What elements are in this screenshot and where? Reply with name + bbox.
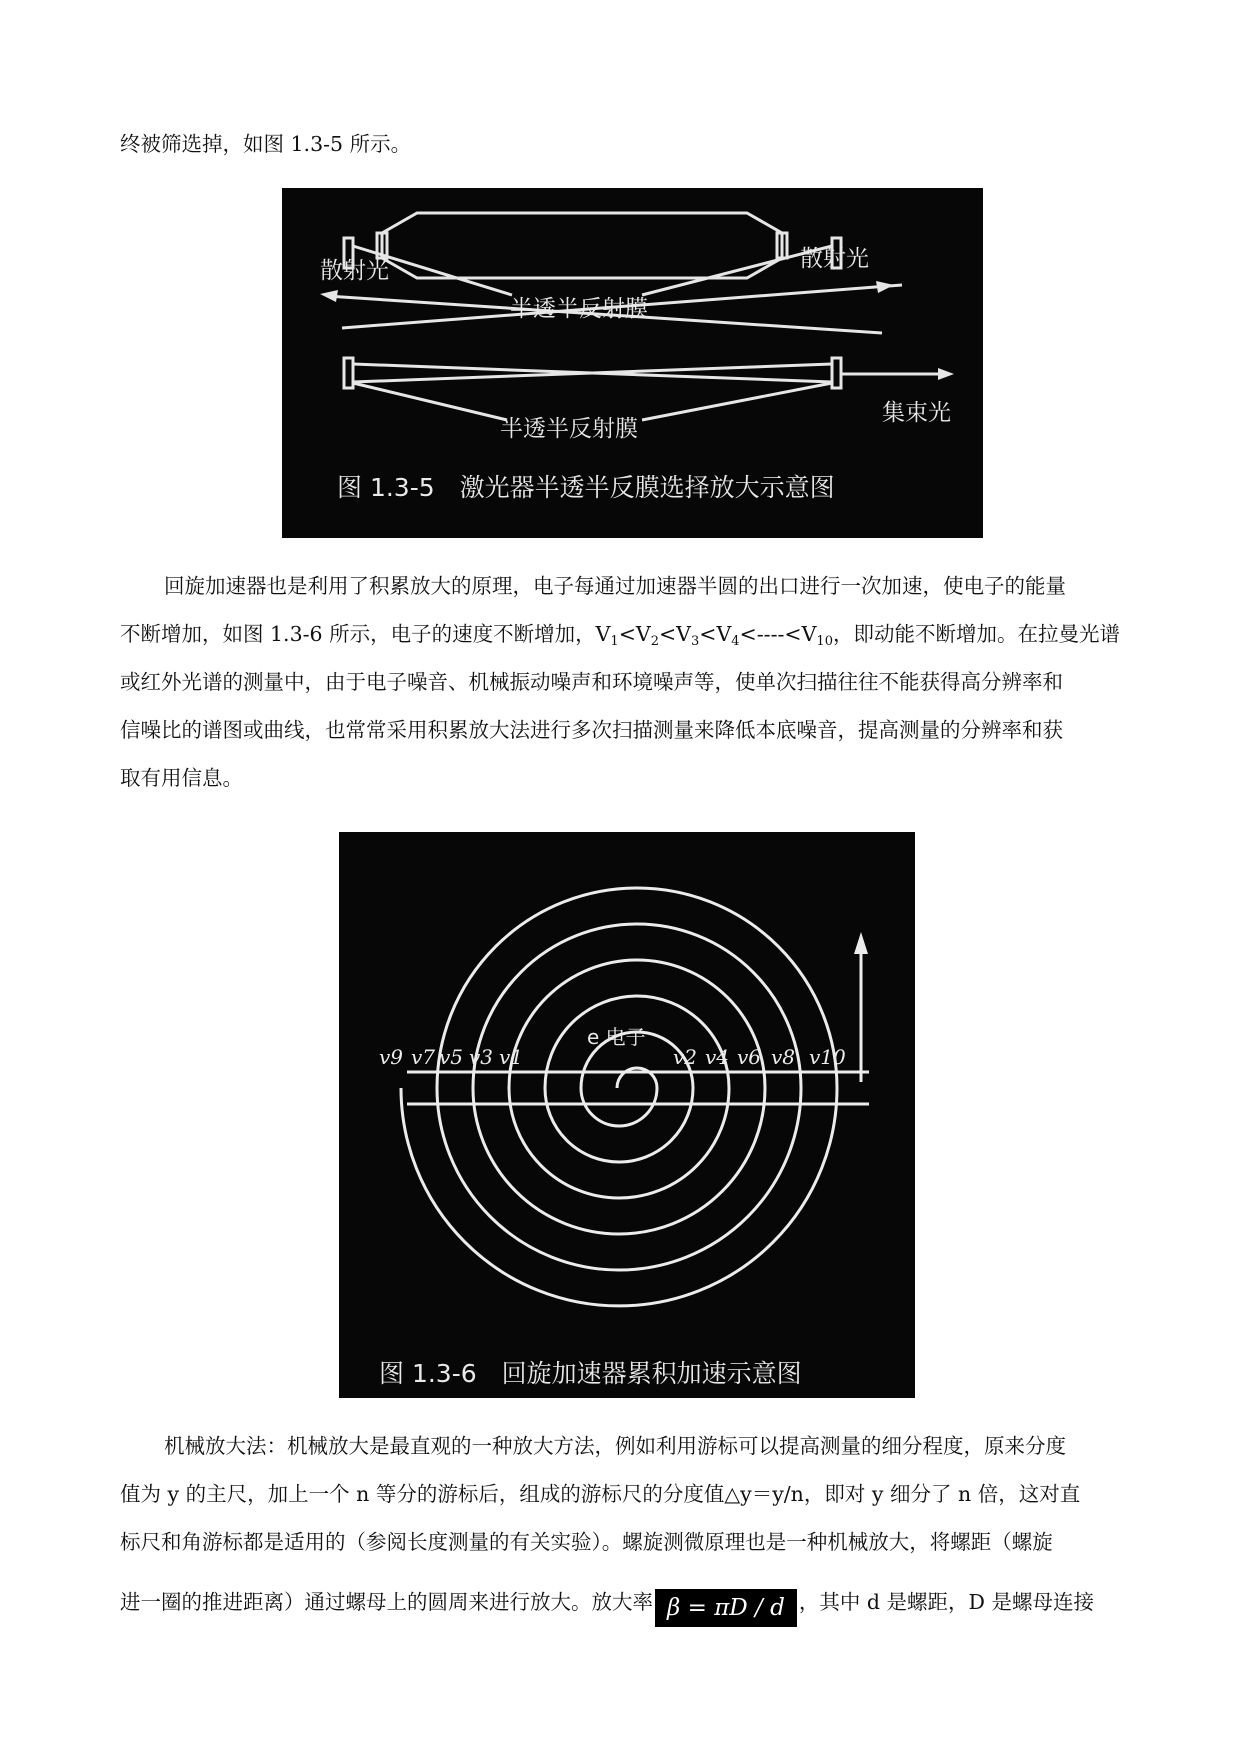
- para1-line2-post: ，即动能不断增加。在拉曼光谱: [832, 622, 1120, 646]
- arrow-beam: [938, 368, 954, 380]
- figure-laser-mirror: [282, 188, 983, 538]
- para2-line1: 机械放大法：机械放大是最直观的一种放大方法，例如利用游标可以提高测量的细分程度，原来分度: [164, 1434, 1066, 1458]
- laser-diagram: [282, 188, 983, 538]
- para2-line4-post: ，其中 d 是螺距，D 是螺母连接: [798, 1590, 1094, 1614]
- para2-line2: 值为 y 的主尺，加上一个 n 等分的游标后，组成的游标尺的分度值△y＝y/n，即对 y 细分了 n 倍，这对直: [120, 1482, 1081, 1506]
- velocity-label: v5: [439, 1045, 464, 1069]
- cyclotron-diagram: [339, 832, 915, 1398]
- mirror-lower-right: [832, 358, 841, 388]
- leader-bottom-right: [642, 383, 832, 420]
- label-beam: 集束光: [882, 400, 951, 426]
- para1-line4: 信噪比的谱图或曲线，也常常采用积累放大法进行多次扫描测量来降低本底噪音，提高测量的分辨率和获: [120, 718, 1063, 742]
- figure1-caption: 图 1.3-5 激光器半透半反膜选择放大示意图: [337, 473, 835, 502]
- arrow-left: [320, 290, 338, 302]
- magnification-formula: β = πD / d: [655, 1589, 797, 1627]
- figure-cyclotron: [339, 832, 915, 1398]
- leader-bottom-left: [353, 383, 507, 420]
- label-mirror-top: 半透半反射膜: [510, 296, 648, 322]
- velocity-label: v9: [379, 1045, 404, 1069]
- velocity-label: v8: [771, 1045, 796, 1069]
- velocity-label: v7: [411, 1045, 436, 1069]
- para2-line3: 标尺和角游标都是适用的（参阅长度测量的有关实验）。螺旋测微原理也是一种机械放大，将螺距（螺旋: [120, 1530, 1053, 1554]
- exit-arrow: [854, 932, 868, 954]
- para1-line5: 取有用信息。: [120, 766, 243, 790]
- mirror-lower-left: [344, 358, 353, 388]
- velocity-sequence: $V_1<V_2<V_3<V_4<----<V_{10}$: [595, 622, 833, 649]
- label-scatter-left: 散射光: [320, 258, 389, 284]
- para2-line4-pre: 进一圈的推进距离）通过螺母上的圆周来进行放大。放大率: [120, 1590, 653, 1614]
- velocity-label: v6: [737, 1045, 762, 1069]
- text-line-top: 终被筛选掉，如图 1.3-5 所示。: [120, 132, 412, 156]
- velocity-label: v2: [673, 1045, 698, 1069]
- electron-label: e 电子: [587, 1025, 646, 1049]
- spiral-arc: [401, 888, 837, 1306]
- para1-line3: 或红外光谱的测量中，由于电子噪音、机械振动噪声和环境噪声等，使单次扫描往往不能获得高分辨率和: [120, 670, 1063, 694]
- para2-line4: [120, 1589, 1120, 1627]
- spiral-path: [401, 888, 837, 1306]
- velocity-label: v10: [809, 1045, 846, 1069]
- label-scatter-right: 散射光: [800, 246, 869, 272]
- velocity-label: v1: [499, 1045, 524, 1069]
- para1-line2-pre: 不断增加，如图 1.3-6 所示，电子的速度不断增加，: [120, 622, 596, 646]
- velocity-label: v3: [469, 1045, 494, 1069]
- figure2-caption: 图 1.3-6 回旋加速器累积加速示意图: [379, 1359, 802, 1388]
- label-mirror-bottom: 半透半反射膜: [500, 416, 638, 442]
- laser-tube: [382, 213, 782, 278]
- velocity-label: v4: [705, 1045, 730, 1069]
- para1-line2: [120, 621, 1120, 647]
- para1-line1: 回旋加速器也是利用了积累放大的原理，电子每通过加速器半圆的出口进行一次加速，使电子的能量: [164, 574, 1066, 598]
